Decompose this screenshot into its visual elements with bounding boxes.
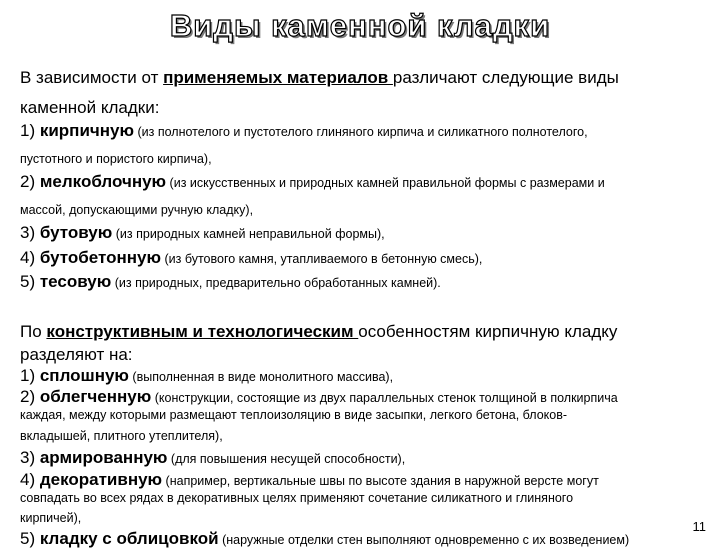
item-description-cont: каждая, между которыми размещают теплоизоляцию в виде засыпки, легкого бетона, блоков- [20, 408, 568, 422]
item-description-cont: вкладышей, плитного утеплителя), [20, 429, 223, 443]
list-item [20, 121, 588, 141]
intro-emphasis: применяемых материалов [163, 68, 393, 87]
list-item [20, 248, 482, 268]
item-description: (из природных камней неправильной формы), [112, 227, 385, 241]
section2-intro-line1 [20, 322, 617, 342]
intro-text: По [20, 322, 47, 341]
item-description: (из полнотелого и пустотелого глиняного кирпича и силикатного полнотелого, [134, 125, 588, 139]
item-description-cont: совпадать во всех рядах в декоративных целях применяют сочетание силикатного и глиняного [20, 491, 574, 505]
item-description-cont: пустотного и пористого кирпича), [20, 152, 212, 166]
item-number: 1) [20, 366, 40, 385]
item-description-cont: кирпичей), [20, 511, 82, 525]
item-term: тесовую [39, 272, 112, 291]
item-term: бутобетонную [39, 248, 161, 267]
item-term: бутовую [39, 223, 113, 242]
slide-title: Виды каменной кладки [169, 8, 551, 43]
item-description-cont: массой, допускающими ручную кладку), [20, 203, 254, 217]
item-number: 1) [20, 121, 40, 140]
item-description: (из искусственных и природных камней правильной формы с размерами и [166, 176, 605, 190]
item-description: (конструкции, состоящие из двух параллельных стенок толщиной в полкирпича [151, 391, 618, 405]
item-term: армированную [39, 448, 168, 467]
intro-text-end: различают следующие виды [392, 68, 619, 87]
list-item [20, 223, 385, 243]
item-description: (наружные отделки стен выполняют одновременно с их возведением) [218, 533, 630, 547]
item-number: 3) [20, 223, 40, 242]
section1-intro-line2: каменной кладки: [20, 98, 160, 117]
list-item [20, 172, 605, 192]
item-term: декоративную [39, 470, 163, 489]
item-number: 5) [20, 529, 40, 548]
intro-emphasis: конструктивным и технологическим [46, 322, 359, 341]
list-item [20, 387, 618, 407]
item-term: облегченную [39, 387, 152, 406]
item-number: 5) [20, 272, 40, 291]
item-term: кладку с облицовкой [39, 529, 219, 548]
list-item [20, 448, 405, 468]
item-number: 2) [20, 387, 40, 406]
intro-text: В зависимости от [20, 68, 164, 87]
list-item [20, 529, 629, 549]
item-number: 2) [20, 172, 40, 191]
list-item [20, 272, 441, 292]
item-number: 3) [20, 448, 40, 467]
item-term: кирпичную [39, 121, 135, 140]
item-term: мелкоблочную [39, 172, 167, 191]
item-description: (например, вертикальные швы по высоте здания в наружной версте могут [162, 474, 599, 488]
item-term: сплошную [39, 366, 129, 385]
item-number: 4) [20, 470, 40, 489]
section2-intro-line2: разделяют на: [20, 345, 133, 364]
list-item [20, 366, 393, 386]
item-description: (выполненная в виде монолитного массива), [128, 370, 394, 384]
section1-intro-line1 [20, 68, 619, 88]
list-item [20, 470, 599, 490]
intro-text-end: особенностям кирпичную кладку [358, 322, 618, 341]
item-description: (из природных, предварительно обработанных камней). [111, 276, 441, 290]
page-number: 11 [692, 519, 706, 534]
item-description: (для повышения несущей способности), [167, 452, 406, 466]
item-number: 4) [20, 248, 40, 267]
item-description: (из бутового камня, утапливаемого в бетонную смесь), [161, 252, 483, 266]
